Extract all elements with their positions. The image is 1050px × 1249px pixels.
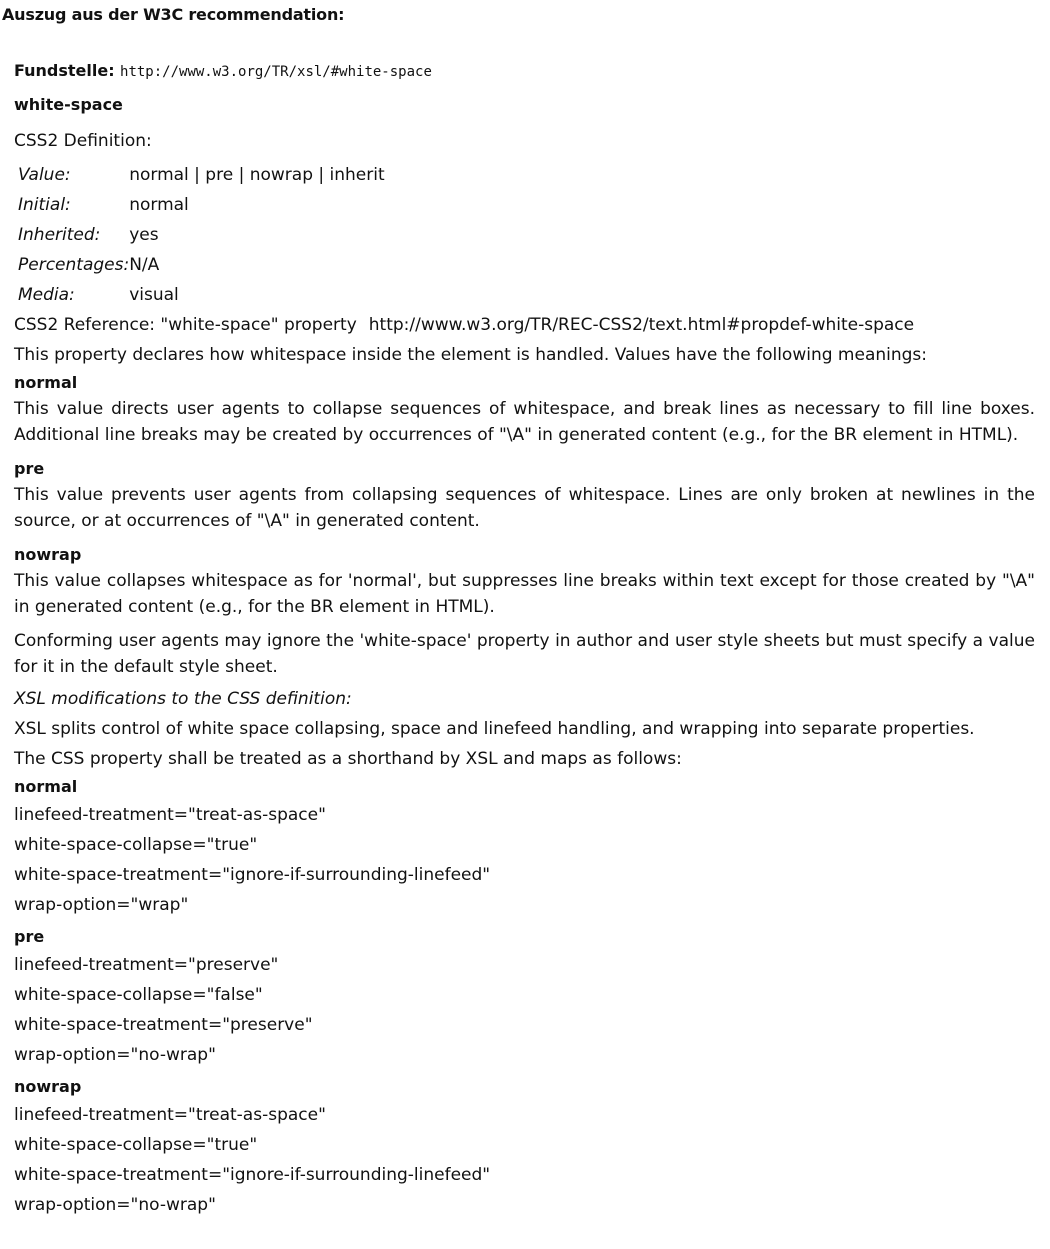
conforming-paragraph: Conforming user agents may ignore the 'white-space' property in author and user style sheets but must specify a value for it in the default style sheet. (14, 631, 1035, 677)
mapping-line: white-space-treatment="ignore-if-surrounding-linefeed" (14, 1165, 491, 1185)
xsl-shorthand-paragraph: The CSS property shall be treated as a shorthand by XSL and maps as follows: (14, 749, 682, 769)
definition-value: yes (129, 225, 159, 245)
definition-value: normal | pre | nowrap | inherit (129, 165, 385, 185)
mapping-line: linefeed-treatment="preserve" (14, 955, 279, 975)
definition-row-value (18, 160, 385, 190)
definition-key: Percentages: (18, 255, 130, 275)
value-desc-pre: This value prevents user agents from collapsing sequences of whitespace. Lines are only broken at newlines in the source, or at occurrences of "\A" in generated content. (14, 485, 1035, 531)
value-term-pre: pre (14, 459, 45, 478)
mapping-term-pre: pre (14, 927, 45, 946)
mapping-term-nowrap: nowrap (14, 1077, 82, 1096)
reference-text: CSS2 Reference: "white-space" property (14, 315, 357, 335)
intro-paragraph: This property declares how whitespace inside the element is handled. Values have the following meanings: (14, 345, 928, 365)
css2-definition-label: CSS2 Definition: (14, 131, 152, 151)
definition-row-initial (18, 190, 385, 220)
value-term-nowrap: nowrap (14, 545, 82, 564)
mapping-term-normal: normal (14, 777, 78, 796)
source-url: http://www.w3.org/TR/xsl/#white-space (120, 64, 432, 80)
mapping-line: white-space-treatment="preserve" (14, 1015, 313, 1035)
value-desc-normal: This value directs user agents to collapse sequences of whitespace, and break lines as necessary to fill line boxes. Additional line breaks may be created by occurrences of "\A" in generated content (e.g., for the BR element in HTML). (14, 399, 1035, 445)
mapping-line: linefeed-treatment="treat-as-space" (14, 1105, 326, 1125)
mapping-line: white-space-treatment="ignore-if-surrounding-linefeed" (14, 865, 491, 885)
definition-key: Media: (18, 285, 75, 305)
mapping-line: wrap-option="no-wrap" (14, 1045, 216, 1065)
value-term-normal: normal (14, 373, 78, 392)
definition-row-percentages (18, 250, 385, 280)
property-title: white-space (14, 95, 123, 114)
reference-line (14, 310, 1035, 340)
mapping-line: white-space-collapse="true" (14, 1135, 258, 1155)
source-line (14, 58, 1035, 84)
xsl-split-paragraph: XSL splits control of white space collapsing, space and linefeed handling, and wrapping into separate properties. (14, 719, 975, 739)
mapping-line: white-space-collapse="false" (14, 985, 263, 1005)
value-desc-nowrap: This value collapses whitespace as for 'normal', but suppresses line breaks within text except for those created by "\A" in generated content (e.g., for the BR element in HTML). (14, 571, 1035, 617)
mapping-line: wrap-option="wrap" (14, 895, 189, 915)
xsl-modifications-label: XSL modifications to the CSS definition: (14, 689, 352, 709)
definition-value: N/A (129, 255, 160, 275)
page-heading: Auszug aus der W3C recommendation: (2, 5, 345, 24)
definition-row-inherited (18, 220, 385, 250)
reference-url: http://www.w3.org/TR/REC-CSS2/text.html#propdef-white-space (368, 315, 915, 335)
definition-key: Inherited: (18, 225, 101, 245)
definition-value: visual (129, 285, 179, 305)
mapping-line: linefeed-treatment="treat-as-space" (14, 805, 326, 825)
definition-key: Value: (18, 165, 71, 185)
definition-row-media (18, 280, 385, 310)
definition-value: normal (129, 195, 189, 215)
definition-key: Initial: (18, 195, 71, 215)
mapping-line: wrap-option="no-wrap" (14, 1195, 216, 1215)
mapping-line: white-space-collapse="true" (14, 835, 258, 855)
definition-table (18, 160, 385, 310)
source-label: Fundstelle: (14, 61, 115, 80)
content-block (14, 58, 1035, 1220)
